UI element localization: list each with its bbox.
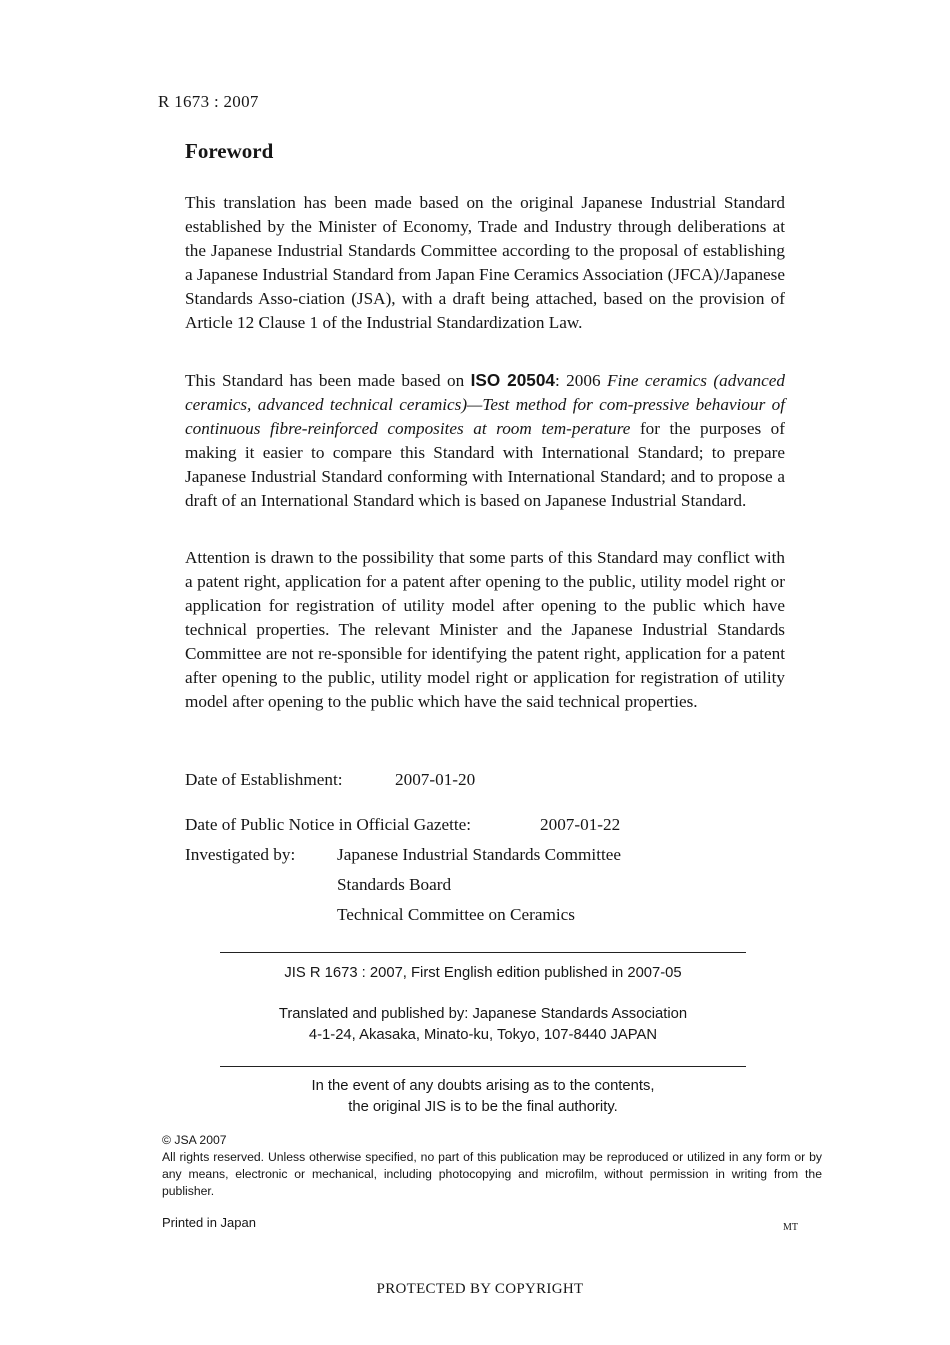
- publisher-line: Translated and published by: Japanese Standards Association: [278, 1006, 688, 1022]
- document-code: R 1673 : 2007: [158, 92, 259, 111]
- investigated-line: Japanese Industrial Standards Committee: [337, 845, 622, 864]
- paragraph-intro: This Standard has been made based on: [185, 371, 471, 390]
- divider: [220, 952, 746, 953]
- notice-value: 2007-01-22: [540, 815, 621, 834]
- divider: [220, 1066, 746, 1067]
- paragraph-standard-basis: [185, 368, 785, 513]
- paragraph-patent-notice: Attention is drawn to the possibility that some parts of this Standard may conflict with a patent right, application for a patent after opening to the public, utility model right or application for registration of utility model after opening to the public which have technical properties. The relevant Minister and the Japanese Industrial Standards Committee are not re-sponsible for identifying the patent right, application for a patent after opening to the public, utility model right or application for registration of utility model after opening to the public which have the said technical properties.: [185, 548, 785, 711]
- establishment-label: Date of Establishment:: [185, 770, 343, 789]
- iso-title: Fine ceramics (advanced ceramics, advanced technical ceramics)—Test method for com-pressive behaviour of continuous fibre-reinforced composites at room tem-perature: [185, 371, 785, 438]
- page-title: Foreword: [185, 139, 274, 163]
- copyright-watermark: PROTECTED BY COPYRIGHT: [376, 1281, 584, 1297]
- printed-in: Printed in Japan: [162, 1215, 256, 1230]
- copyright-notice: © JSA 2007: [162, 1133, 227, 1147]
- authority-notice: In the event of any doubts arising as to the contents,: [311, 1078, 655, 1094]
- iso-year: : 2006: [554, 371, 607, 390]
- paragraph-rest: for the purposes of making it easier to compare this Standard with International Standard; to prepare Japanese Industrial Standard conforming with International Standard; and to propose a draft of an International Standard which is based on Japanese Industrial Standard.: [185, 419, 785, 510]
- authority-notice: the original JIS is to be the final authority.: [348, 1099, 618, 1115]
- investigated-label: Investigated by:: [185, 845, 296, 864]
- rights-text: All rights reserved. Unless otherwise specified, no part of this publication may be reproduced or utilized in any form or by any means, electronic or mechanical, including photocopying and microfilm, without permission in writing from the publisher.: [162, 1150, 822, 1198]
- investigated-line: Technical Committee on Ceramics: [337, 905, 575, 924]
- iso-reference: ISO 20504: [470, 370, 555, 390]
- notice-label: Date of Public Notice in Official Gazette:: [185, 815, 472, 834]
- address-line: 4-1-24, Akasaka, Minato-ku, Tokyo, 107-8440 JAPAN: [308, 1027, 658, 1043]
- establishment-value: 2007-01-20: [395, 770, 476, 789]
- investigated-line: Standards Board: [337, 875, 452, 894]
- rights-block: [162, 1132, 822, 1200]
- paragraph-translation: This translation has been made based on the original Japanese Industrial Standard established by the Minister of Economy, Trade and Industry through deliberations at the Japanese Industrial Standards Committee according to the proposal of establishing a Japanese Industrial Standard from Japan Fine Ceramics Association (JFCA)/Japanese Standards Asso-ciation (JSA), with a draft being attached, based on the provision of Article 12 Clause 1 of the Industrial Standardization Law.: [185, 193, 785, 332]
- printer-code: MT: [783, 1222, 798, 1233]
- edition-line: JIS R 1673 : 2007, First English edition published in 2007-05: [284, 965, 682, 981]
